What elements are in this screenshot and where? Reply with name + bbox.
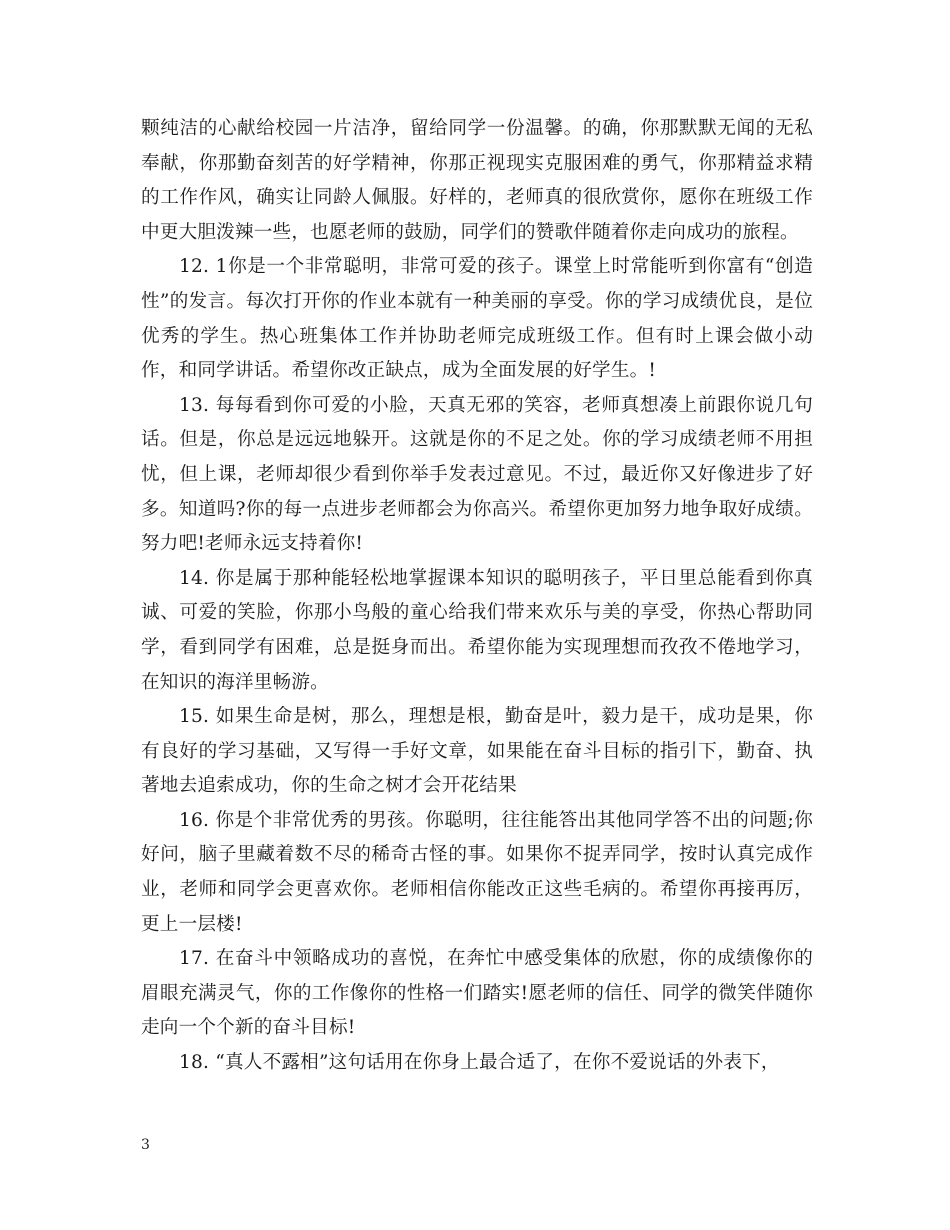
paragraph-item-13: 13. 每每看到你可爱的小脸，天真无邪的笑容，老师真想凑上前跟你说几句话。但是，你总是远远地躲开。这就是你的不足之处。你的学习成绩老师不用担忧，但上课，老师却很少看到你举手发表过意见。不过，最近你又好像进步了好多。知道吗?你的每一点进步老师都会为你高兴。希望你更加努力地争取好成绩。努力吧!老师永远支持着你! [141, 394, 813, 555]
paragraph-continuation: 颗纯洁的心献给校园一片洁净，留给同学一份温馨。的确，你那默默无闻的无私奉献，你那勤奋刻苦的好学精神，你那正视现实克服困难的勇气，你那精益求精的工作作风，确实让同龄人佩服。好样的，老师真的很欣赏你，愿你在班级工作中更大胆泼辣一些，也愿老师的鼓励，同学们的赞歌伴随着你走向成功的旅程。 [141, 118, 813, 243]
paragraph-item-14: 14. 你是属于那种能轻松地掌握课本知识的聪明孩子，平日里总能看到你真诚、可爱的笑脸，你那小鸟般的童心给我们带来欢乐与美的享受，你热心帮助同学，看到同学有困难，总是挺身而出。希望你能为实现理想而孜孜不倦地学习，在知识的海洋里畅游。 [141, 567, 813, 693]
paragraph-item-15: 15. 如果生命是树，那么，理想是根，勤奋是叶，毅力是干，成功是果，你有良好的学习基础，又写得一手好文章，如果能在奋斗目标的指引下，勤奋、执著地去追索成功，你的生命之树才会开花结果 [141, 706, 813, 797]
paragraph-item-16: 16. 你是个非常优秀的男孩。你聪明，往往能答出其他同学答不出的问题;你好问，脑子里藏着数不尽的稀奇古怪的事。如果你不捉弄同学，按时认真完成作业，老师和同学会更喜欢你。老师相信你能改正这些毛病的。希望你再接再厉，更上一层楼! [141, 809, 813, 935]
paragraph-item-17: 17. 在奋斗中领略成功的喜悦，在奔忙中感受集体的欣慰，你的成绩像你的眉眼充满灵气，你的工作像你的性格一们踏实!愿老师的信任、同学的微笑伴随你走向一个个新的奋斗目标! [141, 948, 813, 1039]
document-body [141, 112, 813, 1081]
page-number: 3 [141, 1137, 150, 1153]
paragraph-item-12: 12. 1你是一个非常聪明，非常可爱的孩子。课堂上时常能听到你富有“创造性”的发言。每次打开你的作业本就有一种美丽的享受。你的学习成绩优良，是位优秀的学生。热心班集体工作并协助老师完成班级工作。但有时上课会做小动作，和同学讲话。希望你改正缺点，成为全面发展的好学生。! [141, 256, 813, 382]
paragraph-item-18: 18. “真人不露相”这句话用在你身上最合适了，在你不爱说话的外表下， [179, 1052, 780, 1074]
